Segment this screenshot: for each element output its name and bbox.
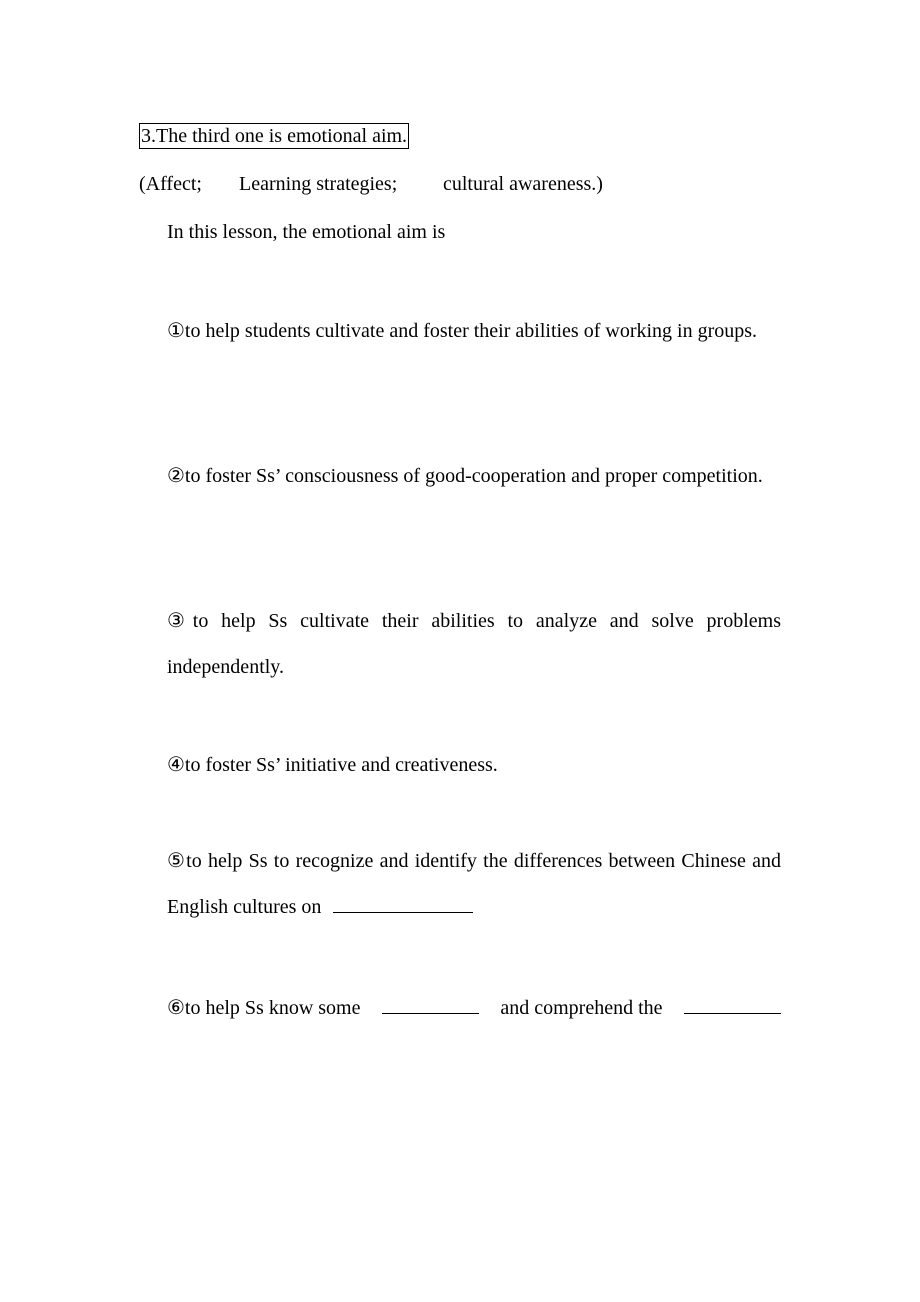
fill-blank <box>333 892 473 913</box>
aim-item-4: ④to foster Ss’ initiative and creativeness. <box>167 754 498 776</box>
fill-blank <box>684 993 781 1014</box>
fill-blank <box>382 993 479 1014</box>
aim-item-2: ②to foster Ss’ consciousness of good-cooperation and proper competition. <box>167 465 763 487</box>
aim-item-5-text: ⑤to help Ss to recognize and identify the differences between Chinese and English cultures on <box>167 850 781 918</box>
category-cultural-awareness: cultural awareness.) <box>443 173 603 195</box>
aim-item-3: ③to help Ss cultivate their abilities to analyze and solve problems independently. <box>167 610 781 678</box>
aim-categories <box>139 172 603 196</box>
section-heading: 3.The third one is emotional aim. <box>141 125 408 147</box>
category-affect: (Affect; <box>139 173 202 195</box>
aim-item-6-text-1: ⑥to help Ss know some <box>167 997 361 1019</box>
aim-item-1: ①to help students cultivate and foster their abilities of working in groups. <box>167 320 758 342</box>
aim-item-5 <box>167 838 781 930</box>
intro-line: In this lesson, the emotional aim is <box>167 221 446 243</box>
aim-item-6-text-2: and comprehend the <box>500 997 663 1019</box>
category-learning-strategies: Learning strategies; <box>239 173 398 195</box>
aim-item-6 <box>167 993 781 1022</box>
